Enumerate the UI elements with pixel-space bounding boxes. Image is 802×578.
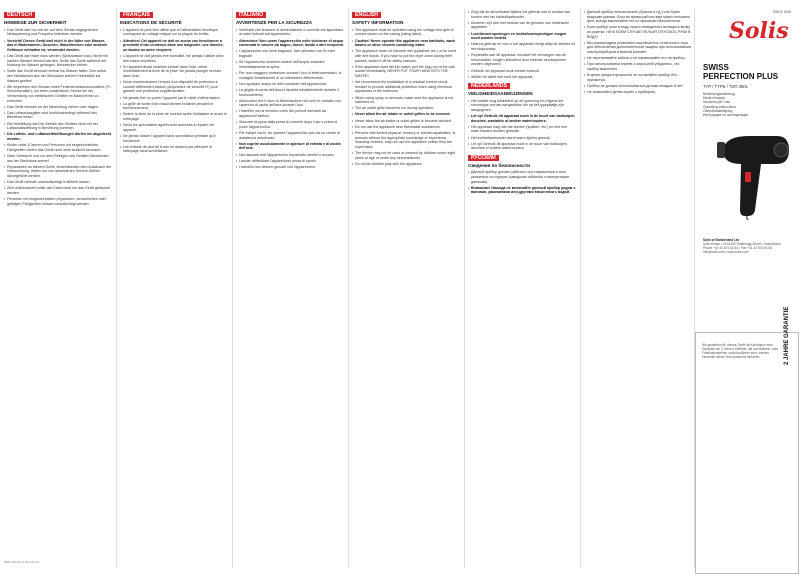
manual-subtitles: [703, 92, 748, 117]
since-label: SINCE 1908: [773, 10, 791, 14]
paragraph: • Zorg dat de stroomkabel tijdens het gebruik niet in contact kan komen met het luchtuitlaatrooster.: [468, 10, 576, 19]
column-divider: [232, 8, 233, 568]
language-tag-ru: РУССКИЙ: [468, 155, 499, 161]
paragraph: • Let op! Gebruik dit apparaat nooit in de buurt van badkuipen, douches of andere waterhouders.: [468, 142, 576, 151]
paragraph-bold: Let op! Gebruik dit apparaat nooit in de buurt van badkuipen, douches, wastafels of andere waterhouders.: [471, 114, 576, 123]
paragraph-bold: Vorsicht! Dieses Gerät darf nicht in der Nähe von Wasser, das in Badewannen, Duschen, Waschbecken oder anderen Gefässen enthalten ist, verwendet werden.: [7, 38, 108, 52]
column-nl: [468, 10, 576, 197]
paragraph: • Per evitare rischi, far riparare l'apparecchio solo da un centro di assistenza autorizzato.: [236, 131, 344, 140]
paragraph-bold: Die Luftein- und Luftaustrittsöffnungen dürfen nie abgedeckt werden.: [7, 132, 112, 142]
paragraph: • The appliance must not become wet (splashes, etc.) or be used with wet hands. If you have to put the dryer down during brief pauses, switch it off for safety reasons.: [352, 49, 460, 63]
warranty-card: [698, 306, 802, 578]
paragraph: • В целях предосторожности не оставляйте прибор без присмотра.: [584, 73, 692, 82]
paragraph: • Les enfants de plus de 8 ans ne doivent pas effectuer le nettoyage sans surveillance.: [120, 145, 228, 154]
language-tag-en: ENGLISH: [352, 12, 381, 18]
paragraph: • Do not let children play with the appliance.: [352, 162, 460, 167]
paragraph: • Het toestel mag uitsluitend op de spanning en volgens het stroomtype worden aangesloten die op het typeplaatje zijn aangegeven.: [468, 99, 576, 113]
paragraph: • Verificare che tensione di alimentazione e corrente corrispondano ai valori indicati sull'apparecchio.: [236, 28, 344, 37]
paragraph-bold: Caution! Never operate this appliance near bathtubs, wash basins or other vessels containing water.: [355, 38, 456, 48]
column-fr: [120, 10, 228, 156]
section-title-en: SAFETY INFORMATION: [352, 20, 404, 26]
footer-code: 3801-DE-FR-IT-EN-NL-RU: [4, 560, 40, 564]
language-tag-fr: FRANÇAIS: [120, 12, 153, 18]
paragraph: • L'appareil ne doit jamais être humidifié. Ne jamais l'utiliser avec des mains mouillées.: [120, 54, 228, 63]
paragraph: • Мы рекомендуем установить выключатель остаточного тока для обеспечения дополнительной защиты при использовании электроприборов в ванной комнате.: [584, 41, 692, 55]
paragraph: • Das Gerät darf nur mit der auf dem Geräte angegebenen Netzspannung und Frequenz betrieben werden.: [4, 28, 112, 37]
paragraph: • When using spray or aerosols, make sure the appliance is not switched on.: [352, 96, 460, 105]
column-ru: [584, 10, 692, 96]
paragraph: • Never allow the air intake or outlet grilles to become blocked.: [352, 119, 460, 124]
address-line: Solis House • CH-8152 Glattbrugg-Zürich • Switzerland: [703, 242, 781, 246]
subtitle: Istruzioni per l'uso: [703, 100, 731, 105]
paragraph: • Die Netzleitung darf bei Betrieb des Gerätes nicht mit der Luftauslassöffnung in Berührung kommen.: [4, 122, 112, 131]
section-title-de: HINWEISE ZUR SICHERHEIT: [4, 20, 67, 26]
paragraph: • Kinder unter 8 Jahren und Personen mit eingeschränkten Fähigkeiten dürfen das Gerät nicht ohne Aufsicht benutzen.: [4, 143, 112, 152]
paragraph: • Assicurarsi che il cavo di alimentazione non entri in contatto con l'apertura di uscita dell'aria durante l'uso.: [236, 99, 344, 108]
paragraph: • Retirer la fiche de la prise de courant après l'utilisation et avant le nettoyage.: [120, 112, 228, 121]
warranty-text: Wir gewähren für dieses Gerät ab Kaufdatum eine Garantie von 2 Jahren. Defekte, die auf Material- oder Fabrikationsfehler zurückzuführen sind, werden innerhalb dieser Frist kostenlos behoben.: [702, 343, 779, 359]
column-de: [4, 10, 112, 208]
paragraph: • The device may not be used or cleaned by children under eight years of age or under any circumstances.: [352, 151, 460, 160]
model-line-1: SWISS: [703, 63, 729, 72]
paragraph: • The appliance must be operated using the voltage and type of current shown on the casing (rating label).: [352, 28, 460, 37]
paragraph-bold: Non coprire assolutamente le aperture di entrata e di uscita dell'aria.: [239, 141, 341, 151]
paragraph: • La grille de sortie d'air chaud devient brûlante pendant le fonctionnement.: [120, 102, 228, 111]
solis-logo: [729, 18, 789, 48]
paragraph: • Het apparaat mag niet nat worden (spatten, etc.) en niet met natte handen worden gebruikt.: [468, 125, 576, 134]
paragraph: • L'appareil ne peut être utilisé que si l'alimentation électrique correspond au voltage indiqué sur la plaque du boîtier.: [120, 28, 228, 37]
warranty-title: 2 JAHRE GARANTIE: [784, 306, 790, 365]
paragraph: • I bambini non si rendono conto dei pericoli derivanti da apparecchi elettrici.: [236, 109, 344, 118]
paragraph: • Seuls les spécialistes agréés sont autorisés à réparer cet appareil.: [120, 123, 228, 132]
paragraph: • Lasciar raffreddare l'apparecchio prima di riporlo.: [236, 159, 344, 164]
paragraph: • Das Gerät niemals an der Netzleitung ziehen oder tragen.: [4, 105, 112, 110]
paragraph: • Не перетягивайте кабель и не наматывайте его на прибор.: [584, 56, 692, 61]
paragraph-bold: Never allow the air intake or outlet grilles to be covered.: [355, 112, 451, 117]
paragraph: • Wikkel de kabel niet rond het apparaat.: [468, 75, 576, 80]
section-title-fr: INDICATIONS DE SÉCURITÉ: [120, 20, 182, 26]
subtitle: Bedienungsanleitung: [703, 92, 735, 96]
language-tag-nl: NEDERLANDS: [468, 83, 510, 89]
address-line: info@solis.com • www.solis.com: [703, 250, 749, 254]
subtitle: Mode d'emploi: [703, 96, 725, 101]
paragraph: • Personen mit eingeschränkten physischen, sensorischen oder geistigen Fähigkeiten müssen beaufsichtigt werden.: [4, 197, 112, 206]
company-name: Solis of Switzerland Ltd: [703, 238, 739, 242]
paragraph: • Wir empfehlen den Einsatz eines Fehlerstromschutzschalters (FI-Schutzschalter), um einen zusätzlichen Schutz bei der Verwendung von elektrischen Geräten im Badezimmer zu erreichen.: [4, 85, 112, 103]
paragraph-bold: Attenzione! Non usare l'apparecchio nelle vicinanze di acqua contenuta in vasche da bagno, docce, lavabi o altri recipienti.: [239, 38, 344, 48]
paragraph: • Kinderen zijn zich niet bewust van de gevaren van elektrische apparaten.: [468, 21, 576, 30]
paragraph: • Staccare la spina dalla presa di corrente dopo l'uso e prima di pulire l'apparecchio.: [236, 120, 344, 129]
subtitle: Gebruiksaanwijzing: [703, 108, 733, 113]
paragraph: • Reparaties aan dit apparaat, inclusief het vervangen van de stroomkabel, mogen uitsluitend door erkende servicepunten worden uitgevoerd.: [468, 53, 576, 67]
model-name: [703, 64, 778, 81]
paragraph: • Если прибор упал в воду, нужно немедленно вытащить вилку из розетки. НИ В КОЕМ СЛУЧАЕ НЕЛЬЗЯ ОПУСКАТЬ РУКИ В ВОДУ!: [584, 25, 692, 39]
section-title-it: AVVERTENZE PER LA SICUREZZA: [236, 20, 313, 26]
paragraph: • При использовании спреев и аэрозолей убедитесь, что прибор выключен.: [584, 62, 692, 71]
paragraph: • Не позволяйте детям играть с прибором.: [584, 90, 692, 95]
column-divider: [348, 8, 349, 568]
paragraph: • Ne jamais laisser l'appareil sans surveillance pendant qu'il fonctionne.: [120, 134, 228, 143]
paragraph-bold: Attention! Cet appareil ne doit en aucun cas fonctionner à proximité d'eau contenue dans une baignoire, une douche, un lavabo ou autre récipient.: [123, 38, 224, 52]
paragraph: • Non spostare acqua né altre sostanze nell'apparecchio.: [236, 82, 344, 87]
paragraph: • Se l'apparecchio dovesse cadere nell'acqua, staccare immediatamente la spina.: [236, 60, 344, 69]
model-type: TYP / TYPE / ТИП 3801: [703, 84, 748, 89]
logo-text: Solis: [729, 18, 789, 44]
paragraph: • I bambini non devono giocare con l'apparecchio.: [236, 165, 344, 170]
paragraph: • Si l'appareil devait toutefois tomber dans l'eau, retirer immédiatement la fiche de la prise. Ne jamais plonger la main dans l'eau.: [120, 65, 228, 79]
paragraph: • If the appliance does fall into water, pull the plug out of the wall socket immediately. NEVER PUT YOUR HAND INTO THE WATER!: [352, 65, 460, 79]
column-divider: [116, 8, 117, 568]
paragraph: • Per una maggiore protezione durante l'uso di elettrodomestici, si consiglia l'installazione di un interruttore differenziale.: [236, 71, 344, 80]
company-address: [703, 238, 781, 254]
paragraph: • Non lasciare mai l'apparecchio incustodito mentre è acceso.: [236, 153, 344, 158]
paragraph: • Do not use the appliance near flammable substances.: [352, 125, 460, 130]
paragraph: • Ne jamais tirer ou porter l'appareil par le câble d'alimentation.: [120, 96, 228, 101]
address-line: Phone +41 44 874 64 64 • Fax +41 44 874 64 65: [703, 246, 772, 250]
paragraph: • Данный прибор должен работать при напряжении и токе, указанных на корпусе (заводская табличка с паспортными данными).: [468, 170, 576, 184]
paragraph-bold: Внимание! Никогда не включайте данный прибор рядом с ваннами, раковинами или другими ёмкостями с водой.: [471, 185, 576, 195]
paragraph: • Reparaturen an diesem Gerät, einschliesslich dem Austausch der Netzzuleitung, dürfen nur von autorisierten Service-Stellen durchgeführt werden.: [4, 165, 112, 179]
hair-dryer-icon: [715, 130, 795, 220]
paragraph: • Прибор не должен использоваться детьми младше 8 лет.: [584, 84, 692, 89]
language-tag-de: DEUTSCH: [4, 12, 35, 18]
paragraph: • Persons with limited physical, sensory or mental capabilities, or persons without the appropriate knowledge or experience, including children, may not use the appliance unless they are supervised.: [352, 131, 460, 149]
model-line-2: PERFECTION PLUS: [703, 71, 779, 81]
section-title-ru: Сведения по безопасности: [468, 163, 530, 168]
paragraph: • Das Luftauslassgitter wird funktionsbedingt während des Betriebes heiss!: [4, 111, 112, 120]
language-tag-it: ITALIANO: [236, 12, 266, 18]
paragraph: • Das Gerät darf nicht nass werden (Spritzwasser usw.) Nicht mit nassen Händen benutzt werden. Sollte das Gerät während der Nutzung ins Wasser gelangen, Netzstecker ziehen.: [4, 54, 112, 68]
column-divider: [580, 8, 581, 568]
paragraph: • L'apparecchio non deve bagnarsi. Non utilizzare con le mani bagnate.: [236, 49, 344, 58]
column-it: [236, 10, 344, 171]
paragraph: • Gebruik het apparaat nooit zonder toezicht.: [468, 69, 576, 74]
subtitle: Инструкция по эксплуатации: [703, 113, 749, 118]
section-title-nl: VEILIGHEIDSAANWIJZINGEN: [468, 91, 533, 97]
paragraph: • Sollte das Gerät dennoch einmal ins Wasser fallen: Den sofort den Netzstecker aus der Steckdose ziehen! Keinesfalls ins Wasser greifen!: [4, 69, 112, 83]
column-en: [352, 10, 460, 168]
paragraph: • La griglia di uscita dell'aria si riscalda inevitabilmente durante il funzionamento.: [236, 88, 344, 97]
paragraph: • Данный прибор нельзя мочить (брызги и т.д.) или брать мокрыми руками. Если во время работы вам нужно положить фен, всегда выключайте его по причинам безопасности.: [584, 10, 692, 24]
paragraph: • Haal na gebruik en voor u het apparaat reinigt altijd de stekker uit het stopcontact.: [468, 42, 576, 51]
paragraph: • We recommend the installation of a residual current circuit breaker to provide additional protection when using electrical appliances in the bathroom.: [352, 80, 460, 94]
column-divider: [464, 8, 465, 568]
paragraph: • Das Gerät niemals unbeaufsichtigt in Betrieb lassen.: [4, 180, 112, 185]
paragraph: • Het luchtuitlaatrooster wordt warm tijdens gebruik.: [468, 136, 576, 141]
paragraph: • Nach Gebrauch und vor dem Reinigen des Gerätes Netzstecker aus der Steckdose ziehen!: [4, 154, 112, 163]
paragraph: • Nous recommandons l'emploi d'un dispositif de protection à courant différentiel résiduel (disjoncteur de sécurité FI) pour garantir une protection supplémentaire.: [120, 80, 228, 94]
paragraph: • Zum Aufbewahren sollte das Kabel nicht um das Gerät gewickelt werden.: [4, 186, 112, 195]
subtitle: Operating instructions: [703, 104, 736, 109]
paragraph: • The air outlet grille becomes hot during operation.: [352, 106, 460, 111]
paragraph-bold: Luchtinvoeropeningen en luchtafvoeropeningen mogen nooit worden bedekt.: [471, 31, 567, 41]
